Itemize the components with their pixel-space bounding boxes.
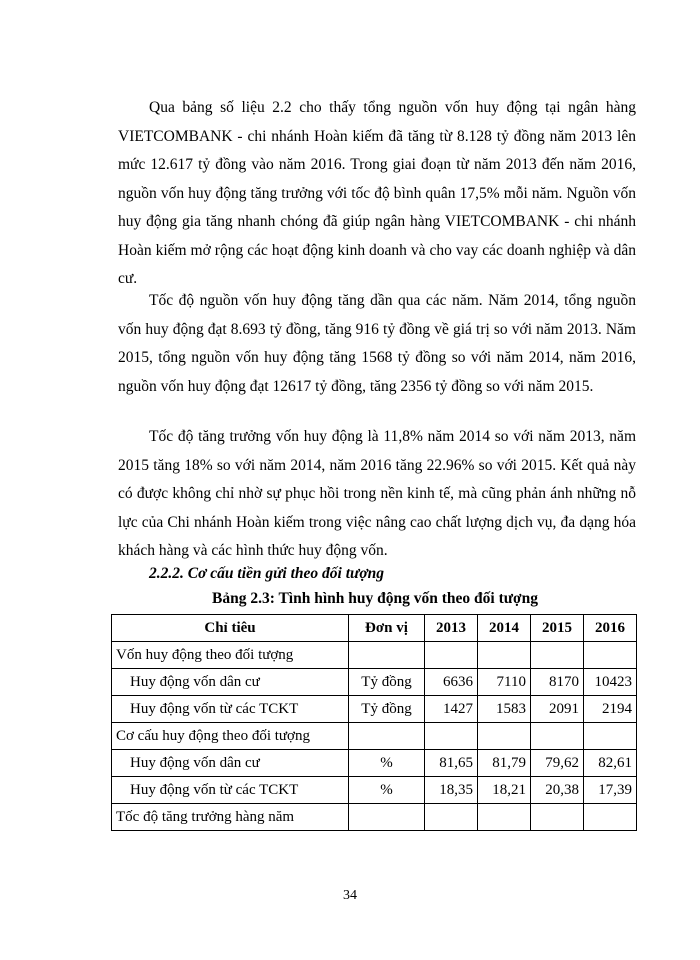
value-cell: 1427	[425, 696, 478, 723]
value-cell: 10423	[584, 669, 637, 696]
value-cell	[425, 723, 478, 750]
value-cell: 2091	[531, 696, 584, 723]
body-paragraph: Tốc độ nguồn vốn huy động tăng dần qua các năm. Năm 2014, tổng nguồn vốn huy động đạt 8.693 tỷ đồng, tăng 916 tỷ đồng về giá trị so với năm 2013. Năm 2015, tổng nguồn vốn huy động tăng 1568 tỷ đồng so với năm 2014, năm 2016, nguồn vốn huy động đạt 12617 tỷ đồng, tăng 2356 tỷ đồng so với năm 2015.	[118, 292, 636, 395]
table-row	[112, 642, 637, 669]
value-cell: 7110	[478, 669, 531, 696]
row-label: Tốc độ tăng trưởng hàng năm	[112, 804, 349, 831]
header-cell: Chỉ tiêu	[112, 615, 349, 642]
table-row	[112, 750, 637, 777]
value-cell: 81,79	[478, 750, 531, 777]
value-cell: 20,38	[531, 777, 584, 804]
value-cell	[478, 723, 531, 750]
header-cell: 2015	[531, 615, 584, 642]
row-label: Huy động vốn từ các TCKT	[112, 777, 349, 804]
header-cell: 2016	[584, 615, 637, 642]
value-cell: 17,39	[584, 777, 637, 804]
row-label: Huy động vốn dân cư	[112, 750, 349, 777]
row-label: Vốn huy động theo đối tượng	[112, 642, 349, 669]
table-row	[112, 804, 637, 831]
value-cell: 2194	[584, 696, 637, 723]
unit-cell: Tỷ đồng	[349, 669, 425, 696]
value-cell	[584, 804, 637, 831]
unit-cell	[349, 804, 425, 831]
body-paragraph: Tốc độ tăng trưởng vốn huy động là 11,8% năm 2014 so với năm 2013, năm 2015 tăng 18% so với năm 2014, năm 2016 tăng 22.96% so với 2015. Kết quả này có được không chỉ nhờ sự phục hồi trong nền kinh tế, mà cũng phản ánh những nỗ lực của Chi nhánh Hoàn kiếm trong việc nâng cao chất lượng dịch vụ, đa dạng hóa khách hàng và các hình thức huy động vốn.	[118, 428, 636, 559]
data-table	[111, 614, 637, 831]
unit-cell	[349, 723, 425, 750]
unit-cell	[349, 642, 425, 669]
header-cell: 2014	[478, 615, 531, 642]
row-label: Cơ cấu huy động theo đối tượng	[112, 723, 349, 750]
value-cell: 18,35	[425, 777, 478, 804]
section-heading: 2.2.2. Cơ cấu tiền gửi theo đối tượng	[149, 565, 385, 582]
row-label: Huy động vốn dân cư	[112, 669, 349, 696]
value-cell: 6636	[425, 669, 478, 696]
unit-cell: %	[349, 750, 425, 777]
value-cell: 1583	[478, 696, 531, 723]
table-row	[112, 777, 637, 804]
value-cell	[584, 642, 637, 669]
header-cell: 2013	[425, 615, 478, 642]
value-cell: 79,62	[531, 750, 584, 777]
table-row	[112, 696, 637, 723]
unit-cell: %	[349, 777, 425, 804]
table-row	[112, 723, 637, 750]
value-cell: 82,61	[584, 750, 637, 777]
value-cell	[478, 804, 531, 831]
table-row	[112, 669, 637, 696]
value-cell	[584, 723, 637, 750]
value-cell: 18,21	[478, 777, 531, 804]
body-paragraph: Qua bảng số liệu 2.2 cho thấy tổng nguồn vốn huy động tại ngân hàng VIETCOMBANK - chi nhánh Hoàn kiếm đã tăng từ 8.128 tỷ đồng năm 2013 lên mức 12.617 tỷ đồng vào năm 2016. Trong giai đoạn từ năm 2013 đến năm 2016, nguồn vốn huy động tăng trưởng với tốc độ bình quân 17,5% mỗi năm. Nguồn vốn huy động gia tăng nhanh chóng đã giúp ngân hàng VIETCOMBANK - chi nhánh Hoàn kiếm mở rộng các hoạt động kinh doanh và cho vay các doanh nghiệp và dân cư.	[118, 99, 636, 287]
table-header-row	[112, 615, 637, 642]
value-cell	[425, 804, 478, 831]
row-label: Huy động vốn từ các TCKT	[112, 696, 349, 723]
value-cell	[531, 642, 584, 669]
value-cell: 81,65	[425, 750, 478, 777]
value-cell	[425, 642, 478, 669]
table-caption: Bảng 2.3: Tình hình huy động vốn theo đối tượng	[212, 590, 538, 607]
value-cell	[531, 723, 584, 750]
unit-cell: Tỷ đồng	[349, 696, 425, 723]
page-number: 34	[343, 888, 357, 903]
value-cell	[478, 642, 531, 669]
value-cell	[531, 804, 584, 831]
value-cell: 8170	[531, 669, 584, 696]
header-cell: Đơn vị	[349, 615, 425, 642]
